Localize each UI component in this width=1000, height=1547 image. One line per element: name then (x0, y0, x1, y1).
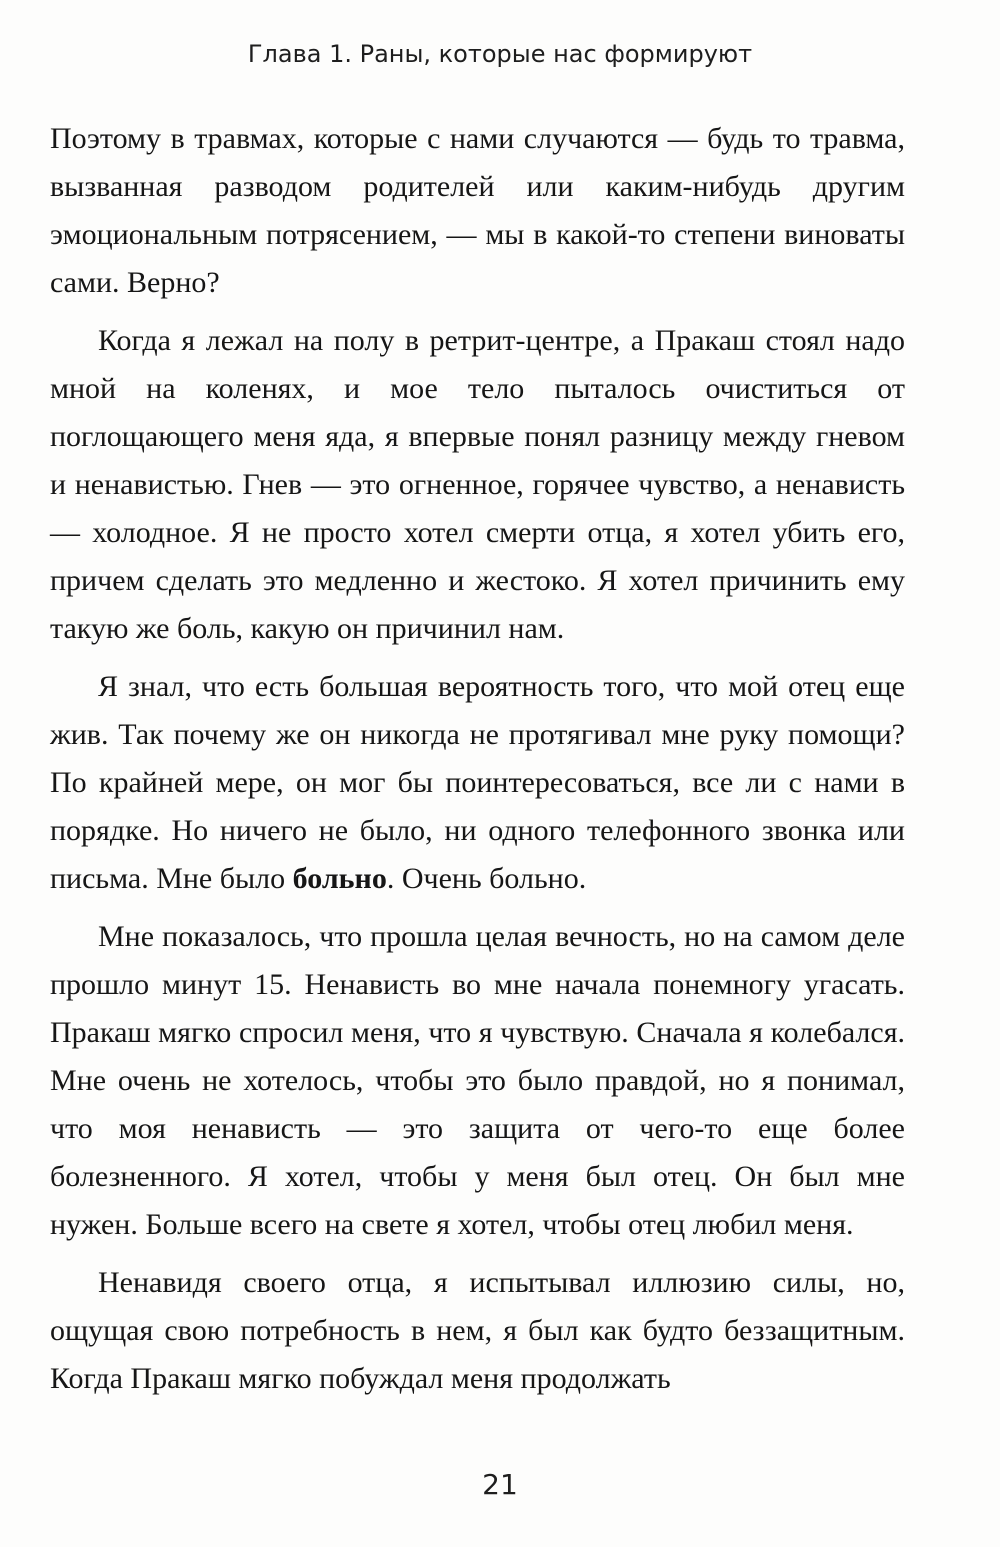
paragraph-3-bold-word: больно (292, 862, 387, 895)
paragraph-3-text-after: . Очень больно. (386, 862, 587, 895)
paragraph-2: Когда я лежал на полу в ретрит-центре, а Пракаш стоял надо мной на коленях, и мое тело пыталось очиститься от поглощающего меня яда, я впервые понял разницу между гневом и ненавистью. Гнев — это огненное, горячее чувство, а ненависть — холодное. Я не просто хотел смерти отца, я хотел убить его, причем сделать это медленно и жестоко. Я хотел причинить ему такую же боль, какую он причинил нам. (50, 324, 905, 645)
paragraph-5: Ненавидя своего отца, я испытывал иллюзию силы, но, ощущая свою потребность в нем, я был как будто беззащитным. Когда Пракаш мягко побуждал меня продолжать (50, 1266, 905, 1395)
paragraph-3 (50, 663, 905, 903)
paragraph-3-text-before: Я знал, что есть большая вероятность того, что мой отец еще жив. Так почему же он никогда не протягивал мне руку помощи? По крайней мере, он мог бы поинтересоваться, все ли с нами в порядке. Но ничего не было, ни одного телефонного звонка или письма. Мне было (50, 670, 905, 895)
body-text (50, 115, 905, 1413)
paragraph-1: Поэтому в травмах, которые с нами случаются — будь то травма, вызванная разводом родителей или каким-нибудь другим эмоциональным потрясением, — мы в какой-то степени виноваты сами. Верно? (50, 122, 905, 299)
running-head: Глава 1. Раны, которые нас формируют (247, 40, 753, 68)
paragraph-4: Мне показалось, что прошла целая вечность, но на самом деле прошло минут 15. Ненависть во мне начала понемногу угасать. Пракаш мягко спросил меня, что я чувствую. Сначала я колебался. Мне очень не хотелось, чтобы это было правдой, но я понимал, что моя ненависть — это защита от чего-то еще более болезненного. Я хотел, чтобы у меня был отец. Он был мне нужен. Больше всего на свете я хотел, чтобы отец любил меня. (50, 920, 905, 1241)
page-number: 21 (482, 1468, 518, 1501)
